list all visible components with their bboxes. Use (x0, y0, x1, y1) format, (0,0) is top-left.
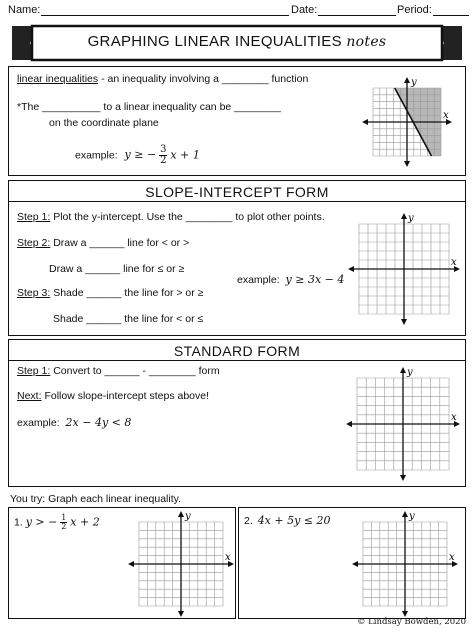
y-axis-label: y (407, 367, 413, 378)
period-label: Period: (397, 4, 432, 16)
standard-form-title: STANDARD FORM (173, 343, 301, 359)
sf-step-1: Step 1: Convert to ______ - ________ form (17, 365, 220, 377)
y-axis-arrow (402, 511, 408, 517)
y-axis-arrow (178, 611, 184, 617)
name-field-line[interactable] (41, 15, 289, 16)
title-banner (8, 22, 466, 64)
standard-form-section (8, 339, 466, 487)
intro-solution-line: *The __________ to a linear inequality can be ________ (17, 101, 281, 113)
header-row (8, 4, 468, 20)
y-axis-arrow (400, 367, 406, 373)
intro-example: example: y ≥ − $\frac{3}{2}$ x + 1 (75, 144, 200, 166)
si-step-2: Step 2: Draw a ______ line for < or > (17, 237, 190, 249)
date-label: Date: (291, 4, 318, 16)
name-label: Name: (8, 4, 41, 16)
y-axis-arrow (404, 77, 410, 83)
si-step-1: Step 1: Plot the y-intercept. Use the ________ to plot other points. (17, 211, 325, 223)
y-axis-arrow (401, 319, 407, 325)
x-axis-arrow (128, 561, 134, 567)
intro-section (8, 66, 466, 176)
date-field-line[interactable] (318, 15, 396, 16)
y-axis-arrow (400, 475, 406, 481)
sf-next: Next: Follow slope-intercept steps above! (17, 390, 210, 402)
y-axis-label: y (411, 77, 417, 88)
page-title: GRAPHING LINEAR INEQUALITIES notes (87, 33, 387, 50)
intro-definition-line (17, 73, 308, 85)
si-step-3b: Shade ______ the line for < or ≤ (53, 313, 204, 325)
problem-2-text: 2. 4x + 5y ≤ 20 (244, 514, 331, 527)
si-step-2b: Draw a ______ line for ≤ or ≥ (49, 263, 185, 275)
x-axis-label: x (449, 552, 455, 563)
sf-example-graph[interactable] (345, 362, 461, 486)
x-axis-arrow (352, 561, 358, 567)
intro-coordinate-line: on the coordinate plane (49, 117, 159, 129)
x-axis-label: x (225, 552, 231, 563)
problem-1-text: 1. y > − $\frac{1}{2}$ x + 2 (14, 513, 100, 531)
si-example: example: y ≥ 3x − 4 (237, 273, 345, 286)
you-try-heading: You try: Graph each linear inequality. (10, 493, 182, 505)
intro-example-graph (361, 72, 453, 172)
x-axis-arrow (362, 119, 368, 125)
x-axis-arrow (346, 421, 352, 427)
you-try-problem-2 (238, 507, 466, 619)
x-axis-arrow (348, 266, 354, 272)
intro-definition: - an inequality involving a ________ function (101, 73, 309, 85)
x-axis-label: x (451, 257, 457, 268)
x-axis-label: x (451, 412, 457, 423)
intro-term: linear inequalities (17, 73, 99, 85)
y-axis-label: y (408, 213, 414, 224)
problem-1-graph[interactable] (127, 510, 235, 618)
slope-intercept-section (8, 180, 466, 336)
sf-example: example: 2x − 4y < 8 (17, 416, 132, 429)
copyright-footer: © Lindsay Bowden, 2020 (356, 617, 466, 627)
si-example-graph[interactable] (347, 203, 461, 335)
slope-intercept-title: SLOPE-INTERCEPT FORM (145, 184, 329, 200)
period-field-line[interactable] (433, 15, 469, 16)
y-axis-arrow (401, 213, 407, 219)
y-axis-arrow (178, 511, 184, 517)
y-axis-label: y (185, 511, 191, 522)
page-title-script: notes (346, 34, 387, 50)
si-step-3: Step 3: Shade ______ the line for > or ≥ (17, 287, 204, 299)
y-axis-arrow (404, 161, 410, 167)
you-try-problem-1 (8, 507, 236, 619)
x-axis-label: x (443, 110, 449, 121)
problem-2-graph[interactable] (351, 510, 459, 618)
y-axis-label: y (409, 511, 415, 522)
